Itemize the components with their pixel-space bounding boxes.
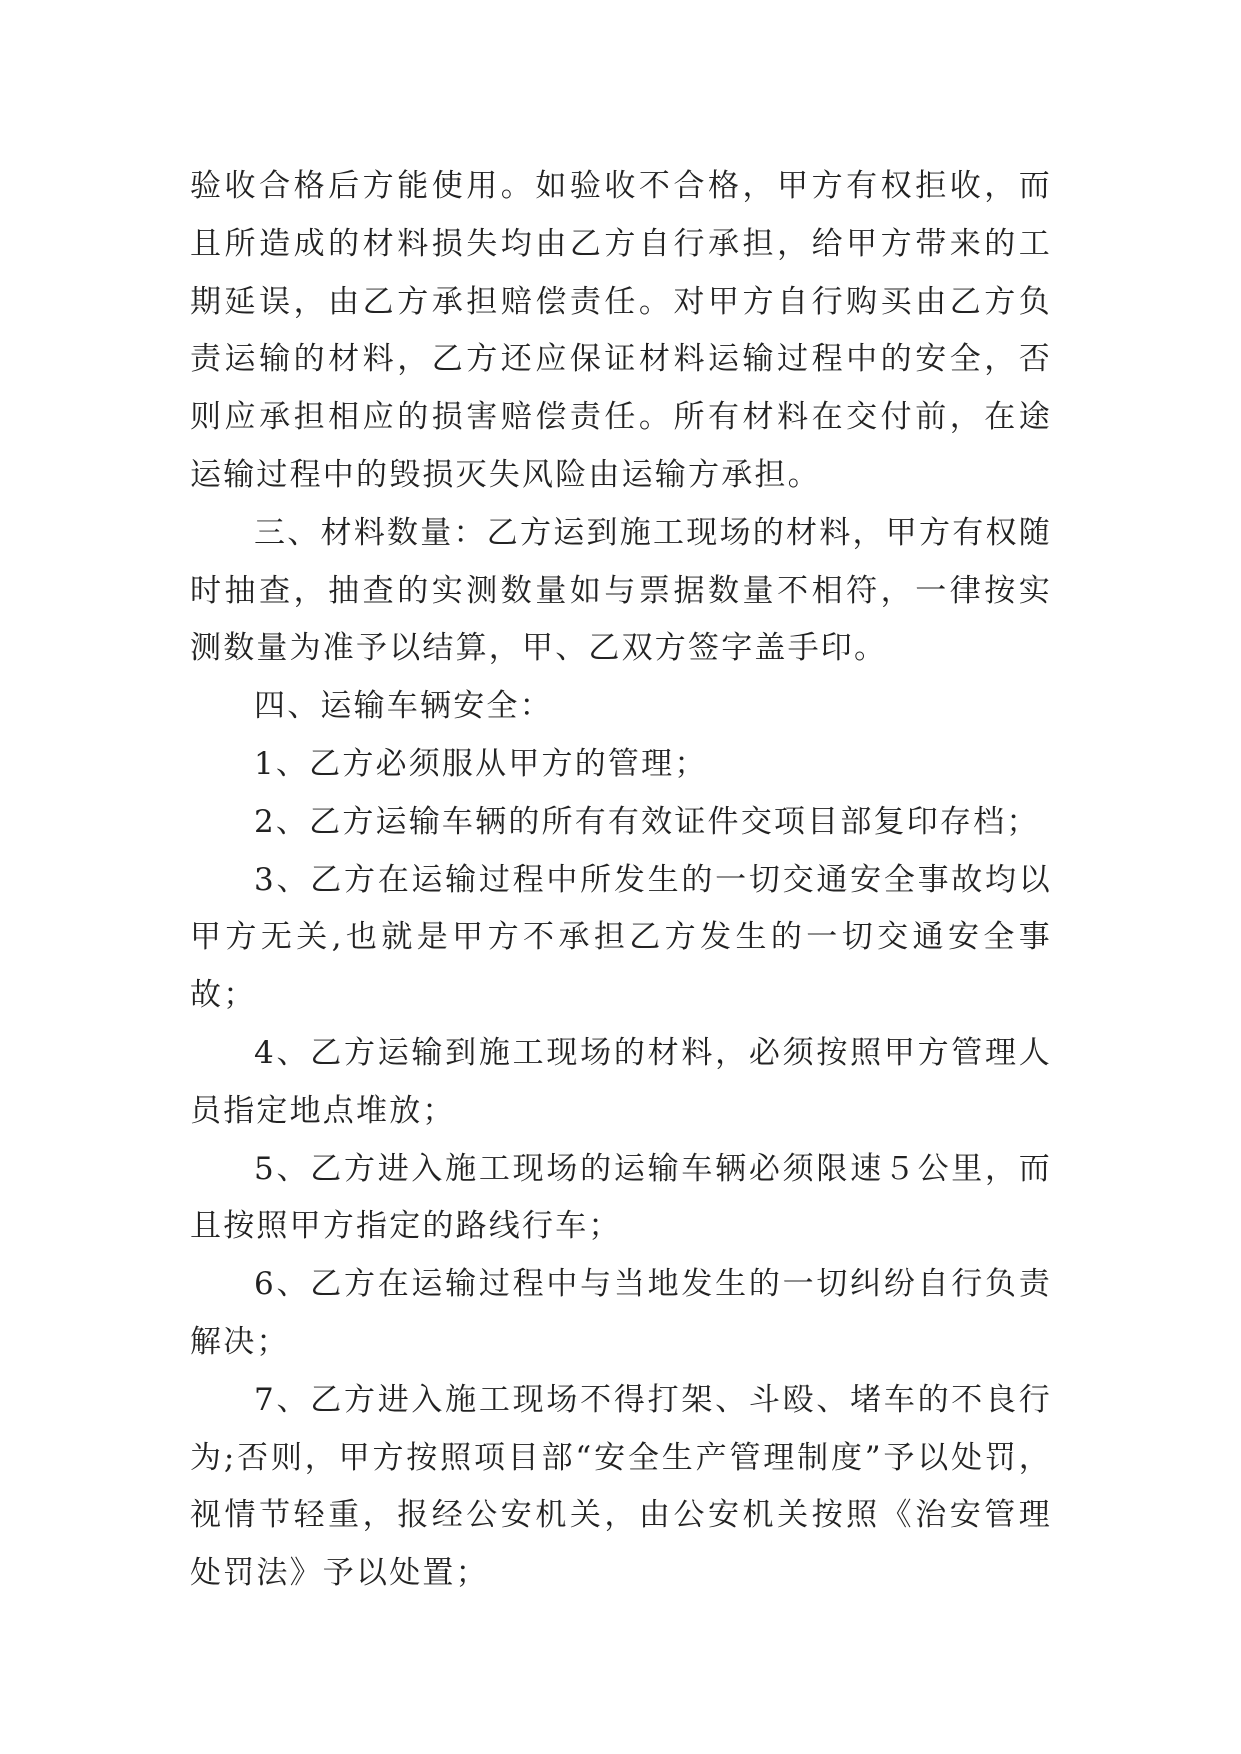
document-body <box>190 158 1052 1603</box>
list-item-4: 4、乙方运输到施工现场的材料，必须按照甲方管理人员指定地点堆放； <box>190 1034 1052 1129</box>
list-item-3: 3、乙方在运输过程中所发生的一切交通安全事故均以甲方无关,也就是甲方不承担乙方发生的一切交通安全事故； <box>190 861 1052 1014</box>
list-item-1: 1、乙方必须服从甲方的管理； <box>254 745 708 782</box>
list-item-5: 5、乙方进入施工现场的运输车辆必须限速５公里，而且按照甲方指定的路线行车； <box>190 1150 1052 1245</box>
paragraph-material-acceptance: 验收合格后方能使用。如验收不合格，甲方有权拒收，而且所造成的材料损失均由乙方自行承担，给甲方带来的工期延误，由乙方承担赔偿责任。对甲方自行购买由乙方负责运输的材料，乙方还应保证材料运输过程中的安全，否则应承担相应的损害赔偿责任。所有材料在交付前，在途运输过程中的毁损灭失风险由运输方承担。 <box>190 168 1052 493</box>
list-item-6: 6、乙方在运输过程中与当地发生的一切纠纷自行负责解决； <box>190 1266 1052 1360</box>
paragraph-material-quantity: 三、材料数量：乙方运到施工现场的材料，甲方有权随时抽查，抽查的实测数量如与票据数量不相符，一律按实测数量为准予以结算，甲、乙双方签字盖手印。 <box>190 514 1052 667</box>
list-item-7: 7、乙方进入施工现场不得打架、斗殴、堵车的不良行为;否则，甲方按照项目部“安全生产管理制度”予以处罚，视情节轻重，报经公安机关，由公安机关按照《治安管理处罚法》予以处置； <box>190 1381 1052 1592</box>
heading-vehicle-safety: 四、运输车辆安全： <box>254 688 553 725</box>
list-item-2: 2、乙方运输车辆的所有有效证件交项目部复印存档； <box>254 803 1040 840</box>
